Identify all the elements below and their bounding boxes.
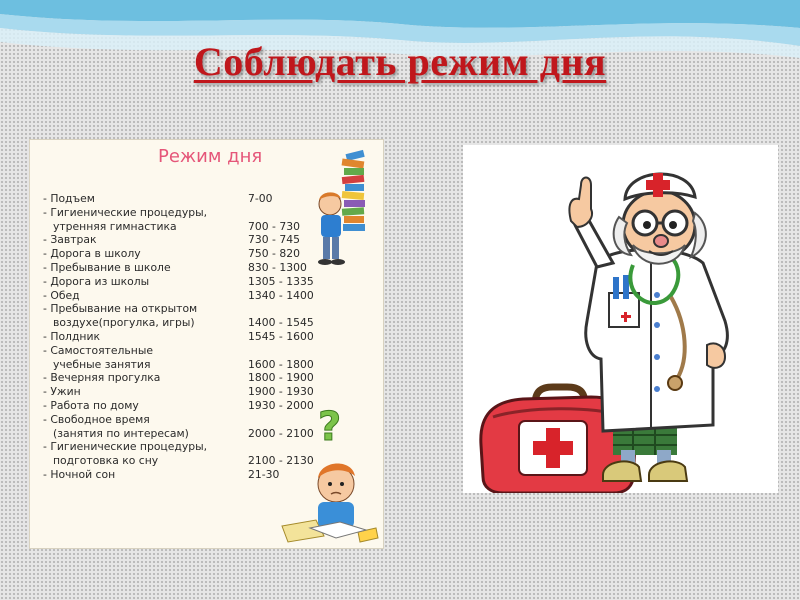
- activity-label: - Завтрак: [43, 233, 97, 247]
- time-label: 21-30: [248, 467, 280, 481]
- schedule-row: [43, 413, 343, 427]
- schedule-row: [43, 192, 343, 206]
- activity-label: - Пребывание на открытом: [43, 302, 198, 316]
- time-label: 1930 - 2000: [248, 398, 314, 412]
- activity-label: - Пребывание в школе: [43, 260, 171, 274]
- schedule-row: [43, 358, 343, 372]
- doctor-illustration: [463, 145, 778, 493]
- doctor-illustration-panel: [463, 145, 778, 493]
- activity-label: - Ночной сон: [43, 467, 116, 481]
- time-label: 1600 - 1800: [248, 357, 314, 371]
- schedule-row: [43, 261, 343, 275]
- time-label: 1305 - 1335: [248, 274, 314, 288]
- time-label: 730 - 745: [248, 233, 300, 247]
- activity-label: подготовка ко сну: [53, 454, 159, 468]
- schedule-row: [43, 385, 343, 399]
- activity-label: - Свободное время: [43, 412, 150, 426]
- activity-label: - Гигиенические процедуры,: [43, 205, 208, 219]
- activity-label: учебные занятия: [53, 357, 151, 371]
- activity-label: - Гигиенические процедуры,: [43, 440, 208, 454]
- time-label: 2000 - 2100: [248, 426, 314, 440]
- schedule-row: [43, 220, 343, 234]
- time-label: 830 - 1300: [248, 260, 307, 274]
- activity-label: - Подъем: [43, 192, 95, 205]
- schedule-row: [43, 427, 343, 441]
- time-label: 1800 - 1900: [248, 371, 314, 385]
- time-label: 750 - 820: [248, 247, 300, 261]
- activity-label: утренняя гимнастика: [53, 219, 177, 233]
- schedule-row: [43, 289, 343, 303]
- schedule-row: [43, 247, 343, 261]
- time-label: 1900 - 1930: [248, 385, 314, 399]
- thinking-boy-illustration: [280, 450, 380, 546]
- activity-label: - Обед: [43, 288, 80, 302]
- activity-label: - Полдник: [43, 329, 101, 343]
- time-label: 1545 - 1600: [248, 329, 314, 343]
- activity-label: (занятия по интересам): [53, 426, 189, 440]
- activity-label: - Дорога из школы: [43, 274, 150, 288]
- activity-label: - Работа по дому: [43, 398, 139, 412]
- schedule-heading: Режим дня: [158, 146, 263, 167]
- activity-label: - Самостоятельные: [43, 343, 153, 357]
- schedule-row: [43, 399, 343, 413]
- schedule-row: [43, 302, 343, 316]
- activity-label: воздухе(прогулка, игры): [53, 316, 195, 330]
- schedule-row: [43, 206, 343, 220]
- schedule-row: [43, 316, 343, 330]
- time-label: 700 - 730: [248, 219, 300, 233]
- daily-schedule-panel: [30, 140, 383, 548]
- schedule-row: [43, 330, 343, 344]
- activity-label: - Дорога в школу: [43, 247, 141, 261]
- activity-label: - Вечерняя прогулка: [43, 371, 161, 385]
- activity-label: - Ужин: [43, 385, 81, 399]
- time-label: 1400 - 1545: [248, 316, 314, 330]
- time-label: 1340 - 1400: [248, 288, 314, 302]
- boy-with-books-illustration: [312, 146, 380, 274]
- question-mark-icon: [316, 402, 344, 450]
- svg-text:?: ?: [318, 404, 342, 450]
- schedule-row: [43, 275, 343, 289]
- schedule-list: [43, 192, 343, 482]
- time-label: 7-00: [248, 192, 273, 205]
- time-label: 2100 - 2130: [248, 454, 314, 468]
- schedule-row: [43, 371, 343, 385]
- schedule-row: [43, 344, 343, 358]
- schedule-row: [43, 233, 343, 247]
- slide-title: Соблюдать режим дня: [193, 39, 607, 84]
